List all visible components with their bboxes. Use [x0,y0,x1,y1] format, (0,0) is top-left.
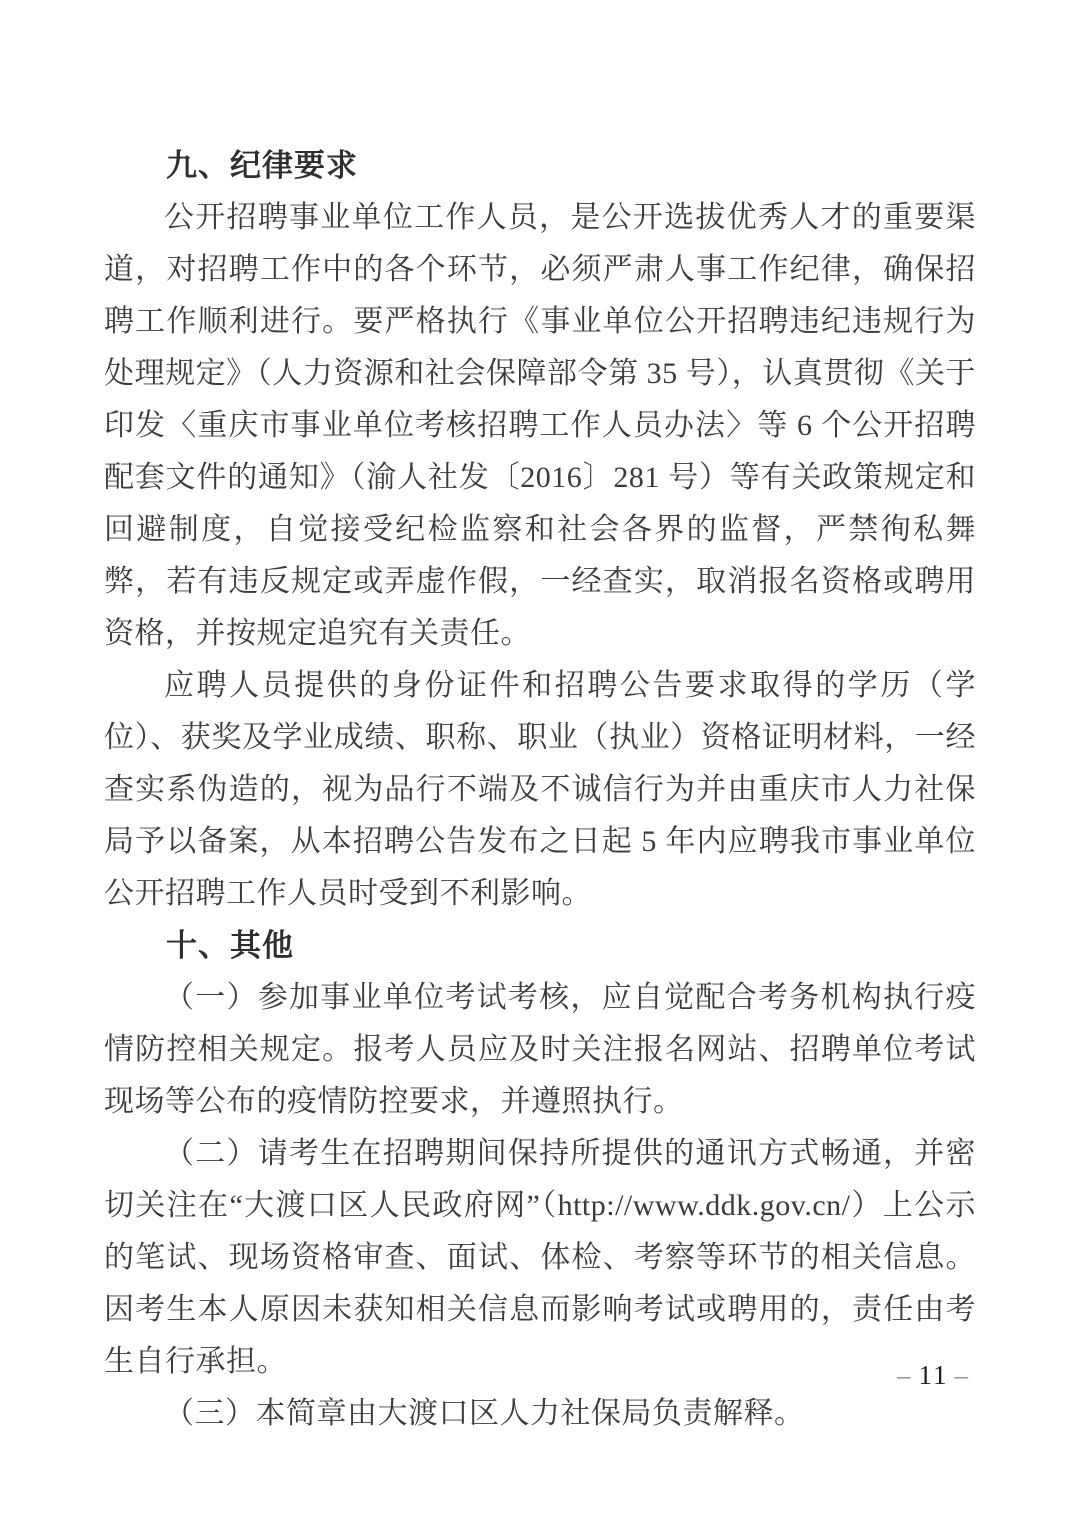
paragraph-other-1: （一）参加事业单位考试考核，应自觉配合考务机构执行疫情防控相关规定。报考人员应及时关注报名网站、招聘单位考试现场等公布的疫情防控要求，并遵照执行。 [104,981,976,1118]
page-number [891,1360,976,1391]
document-content [104,140,976,1440]
paragraph-discipline-1: 公开招聘事业单位工作人员，是公开选拔优秀人才的重要渠道，对招聘工作中的各个环节，必须严肃人事工作纪律，确保招聘工作顺利进行。要严格执行《事业单位公开招聘违纪违规行为处理规定》（人力资源和社会保障部令第 35 号），认真贯彻《关于印发〈重庆市事业单位考核招聘工作人员办法〉等 6 个公开招聘配套文件的通知》（渝人社发〔2016〕281 号）等有关政策规定和回避制度，自觉接受纪检监察和社会各界的监督，严禁徇私舞弊，若有违反规定或弄虚作假，一经查实，取消报名资格或聘用资格，并按规定追究有关责任。 [104,201,976,650]
section-heading-other: 十、其他 [166,928,294,963]
page-number-right-dash: – [954,1360,970,1390]
paragraph-other-3: （三）本简章由大渡口区人力社保局负责解释。 [164,1397,805,1430]
section-heading-discipline-requirements: 九、纪律要求 [166,148,358,183]
page-number-value: 11 [918,1360,949,1390]
paragraph-discipline-2: 应聘人员提供的身份证件和招聘公告要求取得的学历（学位）、获奖及学业成绩、职称、职业（执业）资格证明材料，一经查实系伪造的，视为品行不端及不诚信行为并由重庆市人力社保局予以备案，从本招聘公告发布之日起 5 年内应聘我市事业单位公开招聘工作人员时受到不利影响。 [104,669,976,910]
page-number-left-dash: – [897,1360,913,1390]
paragraph-other-2: （二）请考生在招聘期间保持所提供的通讯方式畅通，并密切关注在“大渡口区人民政府网”（http://www.ddk.gov.cn/）上公示的笔试、现场资格审查、面试、体检、考察等环节的相关信息。因考生本人原因未获知相关信息而影响考试或聘用的，责任由考生自行承担。 [104,1137,976,1378]
